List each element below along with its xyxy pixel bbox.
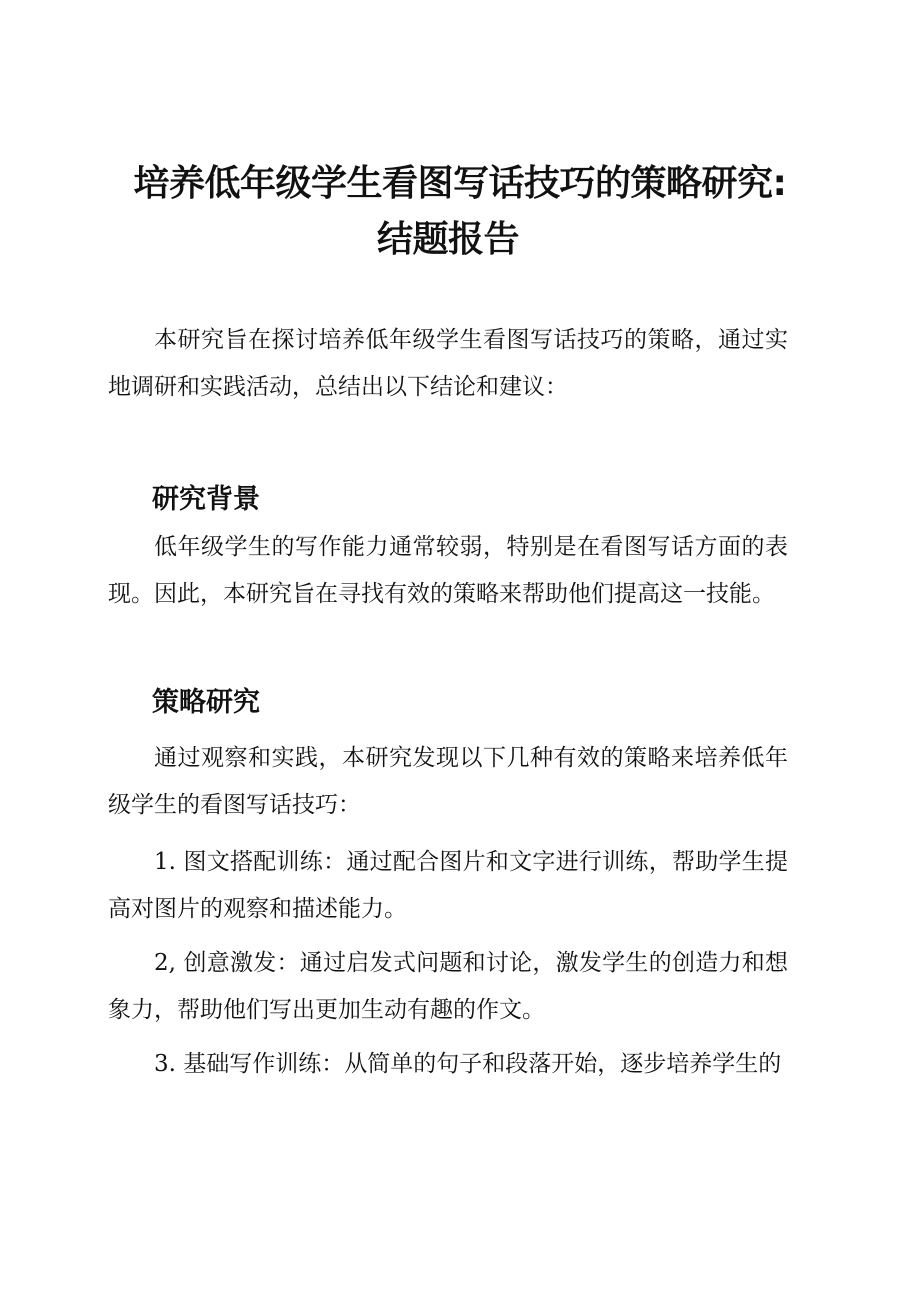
section-heading-strategy: 策略研究 [152,687,260,718]
background-paragraph: 低年级学生的写作能力通常较弱，特别是在看图写话方面的表现。因此，本研究旨在寻找有效的策略来帮助他们提高这一技能。 [108,534,788,607]
strategy-item-3: 3. 基础写作训练：从简单的句子和段落开始，逐步培养学生的 [154,1051,782,1077]
intro-paragraph: 本研究旨在探讨培养低年级学生看图写话技巧的策略，通过实地调研和实践活动，总结出以下结论和建议： [108,327,788,400]
page-title-line-2: 结题报告 [376,219,519,260]
page-title-line-1: 培养低年级学生看图写话技巧的策略研究: [133,163,787,204]
strategy-item-1: 1. 图文搭配训练：通过配合图片和文字进行训练，帮助学生提高对图片的观察和描述能力。 [108,849,788,922]
strategy-intro-paragraph: 通过观察和实践，本研究发现以下几种有效的策略来培养低年级学生的看图写话技巧： [108,745,788,818]
strategy-item-2: 2, 创意激发：通过启发式问题和讨论，激发学生的创造力和想象力，帮助他们写出更加生动有趣的作文。 [108,950,788,1023]
section-heading-background: 研究背景 [152,484,260,515]
